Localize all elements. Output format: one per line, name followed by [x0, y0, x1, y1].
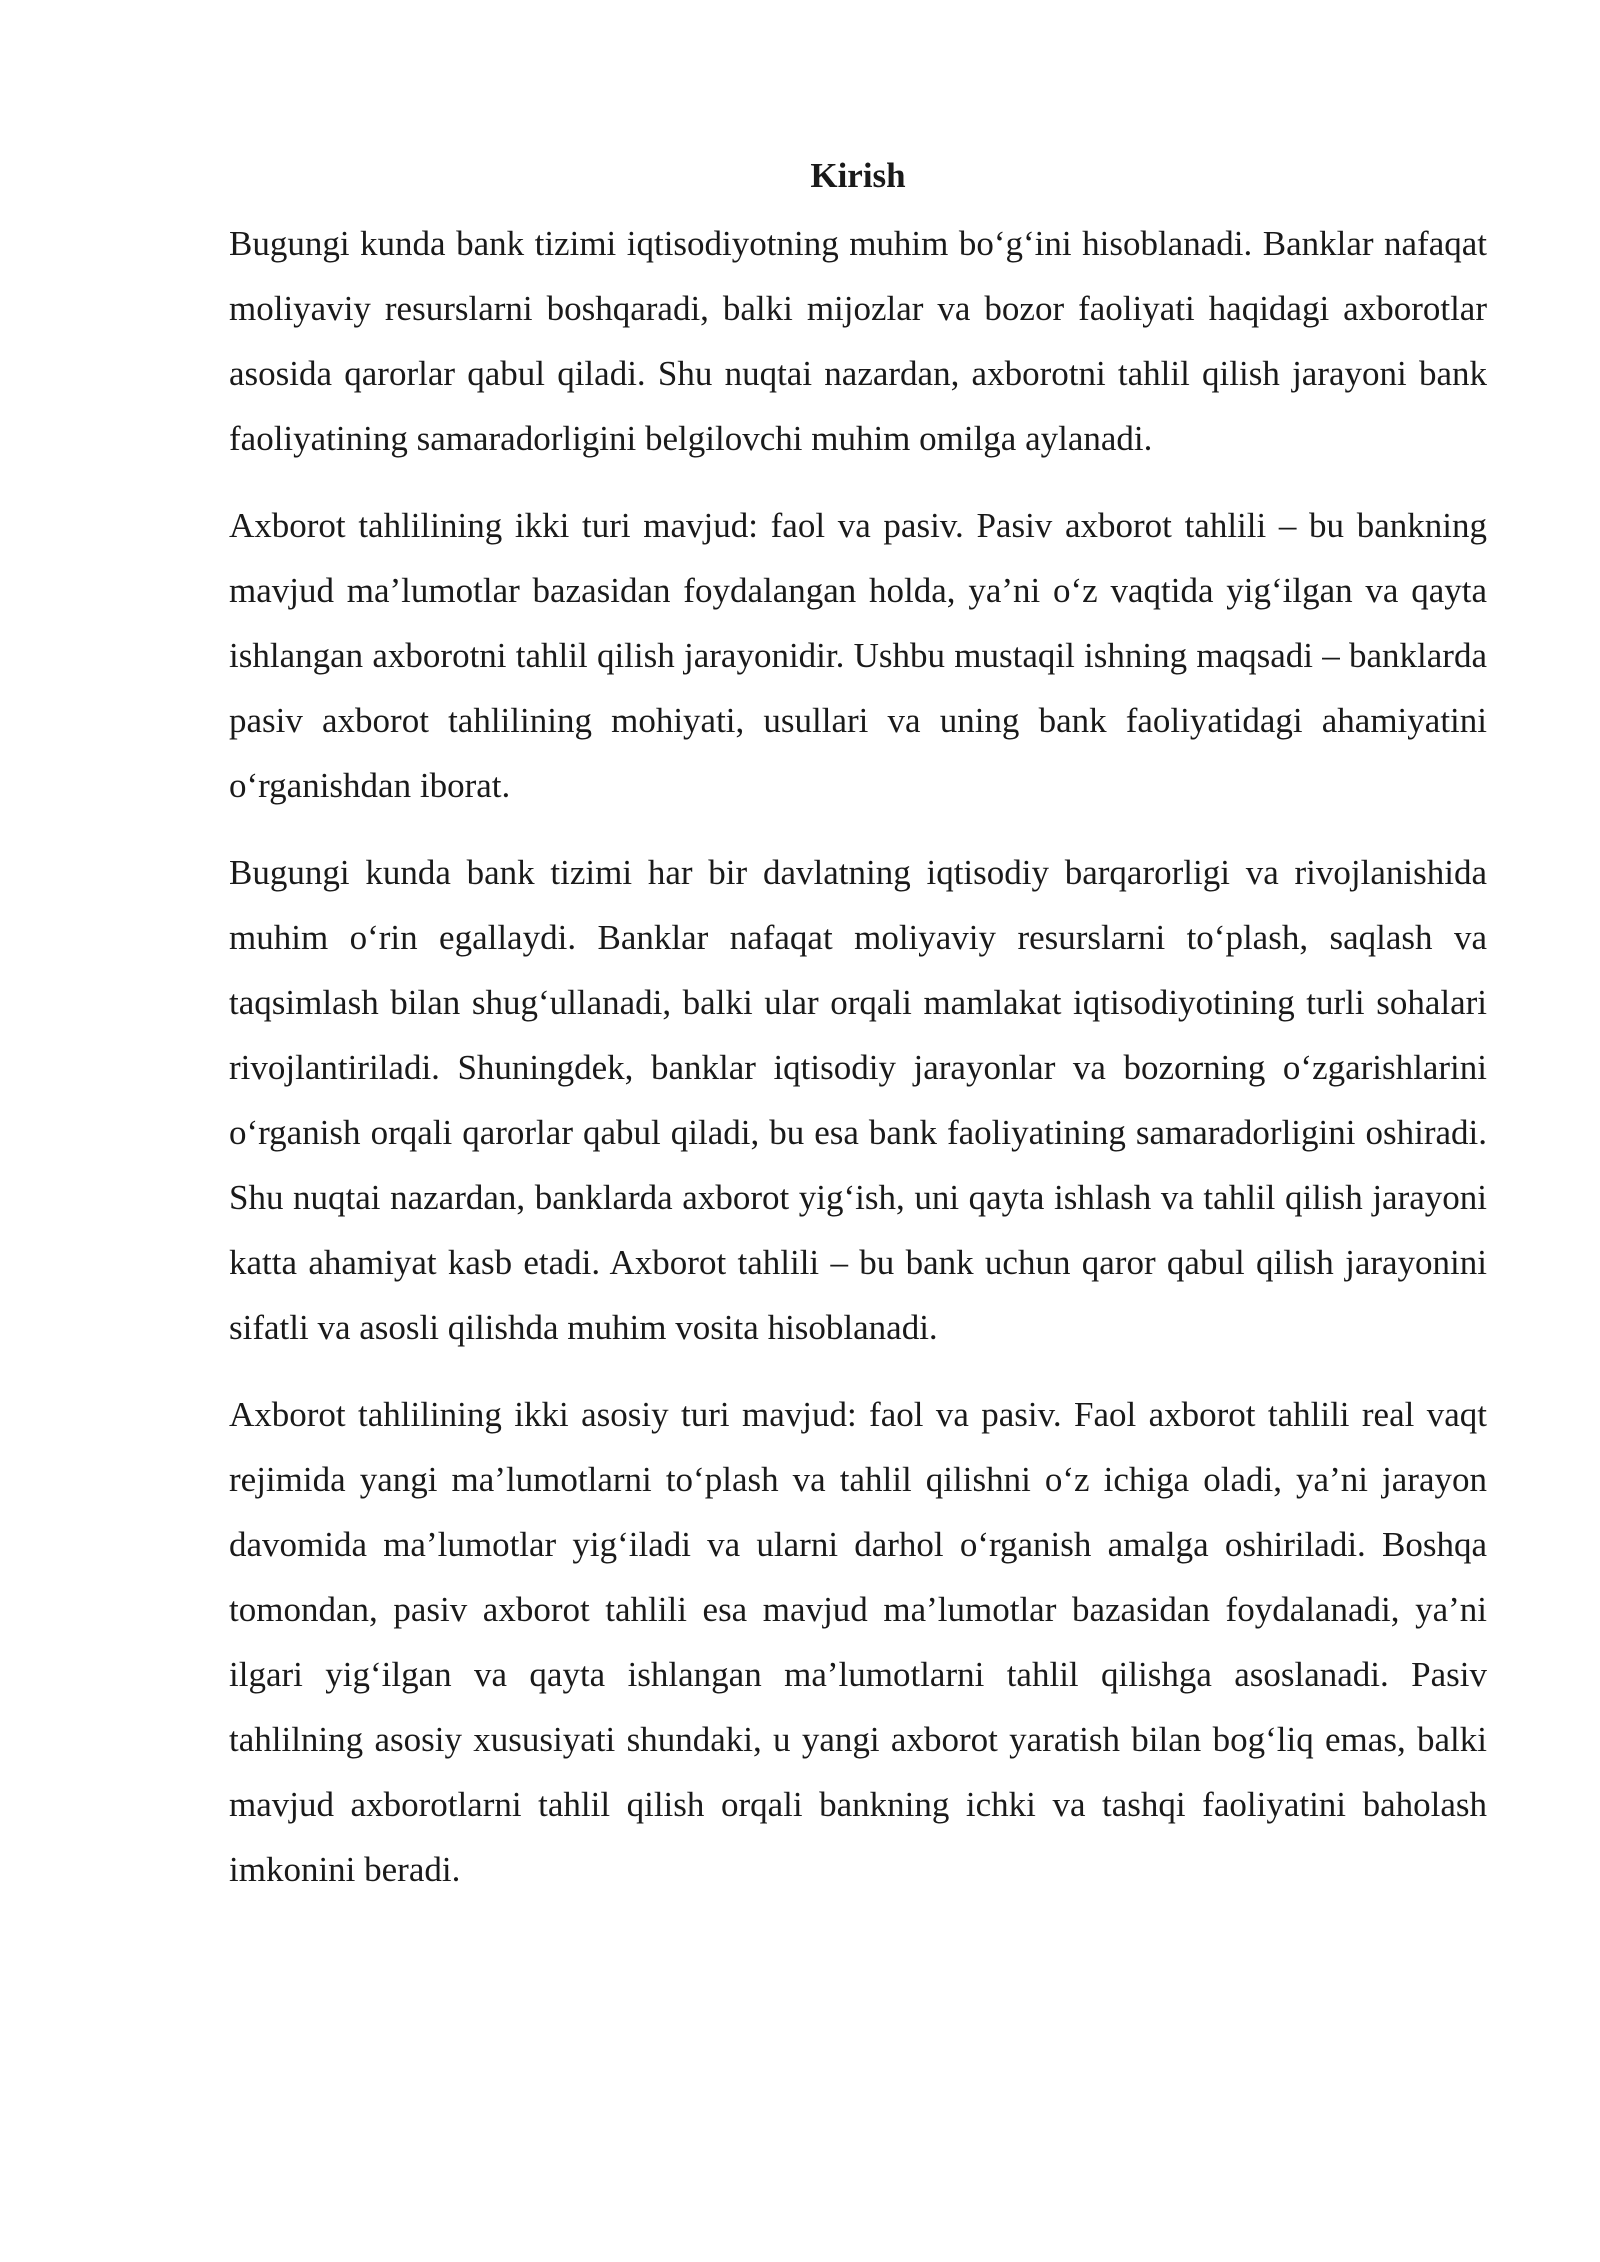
paragraph-3: Bugungi kunda bank tizimi har bir davlatning iqtisodiy barqarorligi va rivojlanishida muhim o‘rin egallaydi. Banklar nafaqat moliyaviy resurslarni to‘plash, saqlash va taqsimlash bilan shug‘ullanadi, balki ular orqali mamlakat iqtisodiyotining turli sohalari rivojlantiriladi. Shuningdek, banklar iqtisodiy jarayonlar va bozorning o‘zgarishlarini o‘rganish orqali qarorlar qabul qiladi, bu esa bank faoliyatining samaradorligini oshiradi. Shu nuqtai nazardan, banklarda axborot yig‘ish, uni qayta ishlash va tahlil qilish jarayoni katta ahamiyat kasb etadi. Axborot tahlili – bu bank uchun qaror qabul qilish jarayonini sifatli va asosli qilishda muhim vosita hisoblanadi. [229, 853, 1487, 1347]
paragraph-4: Axborot tahlilining ikki asosiy turi mavjud: faol va pasiv. Faol axborot tahlili real vaqt rejimida yangi ma’lumotlarni to‘plash va tahlil qilishni o‘z ichiga oladi, ya’ni jarayon davomida ma’lumotlar yig‘iladi va ularni darhol o‘rganish amalga oshiriladi. Boshqa tomondan, pasiv axborot tahlili esa mavjud ma’lumotlar bazasidan foydalanadi, ya’ni ilgari yig‘ilgan va qayta ishlangan ma’lumotlarni tahlil qilishga asoslanadi. Pasiv tahlilning asosiy xususiyati shundaki, u yangi axborot yaratish bilan bog‘liq emas, balki mavjud axborotlarni tahlil qilish orqali bankning ichki va tashqi faoliyatini baholash imkonini beradi. [229, 1395, 1487, 1889]
paragraph-1: Bugungi kunda bank tizimi iqtisodiyotning muhim bo‘g‘ini hisoblanadi. Banklar nafaqat moliyaviy resurslarni boshqaradi, balki mijozlar va bozor faoliyati haqidagi axborotlar asosida qarorlar qabul qiladi. Shu nuqtai nazardan, axborotni tahlil qilish jarayoni bank faoliyatining samaradorligini belgilovchi muhim omilga aylanadi. [229, 224, 1487, 458]
page-title: Kirish [810, 156, 906, 195]
document-body [229, 148, 1487, 1924]
paragraph-2: Axborot tahlilining ikki turi mavjud: faol va pasiv. Pasiv axborot tahlili – bu bankning mavjud ma’lumotlar bazasidan foydalangan holda, ya’ni o‘z vaqtida yig‘ilgan va qayta ishlangan axborotni tahlil qilish jarayonidir. Ushbu mustaqil ishning maqsadi – banklarda pasiv axborot tahlilining mohiyati, usullari va uning bank faoliyatidagi ahamiyatini o‘rganishdan iborat. [229, 506, 1487, 805]
